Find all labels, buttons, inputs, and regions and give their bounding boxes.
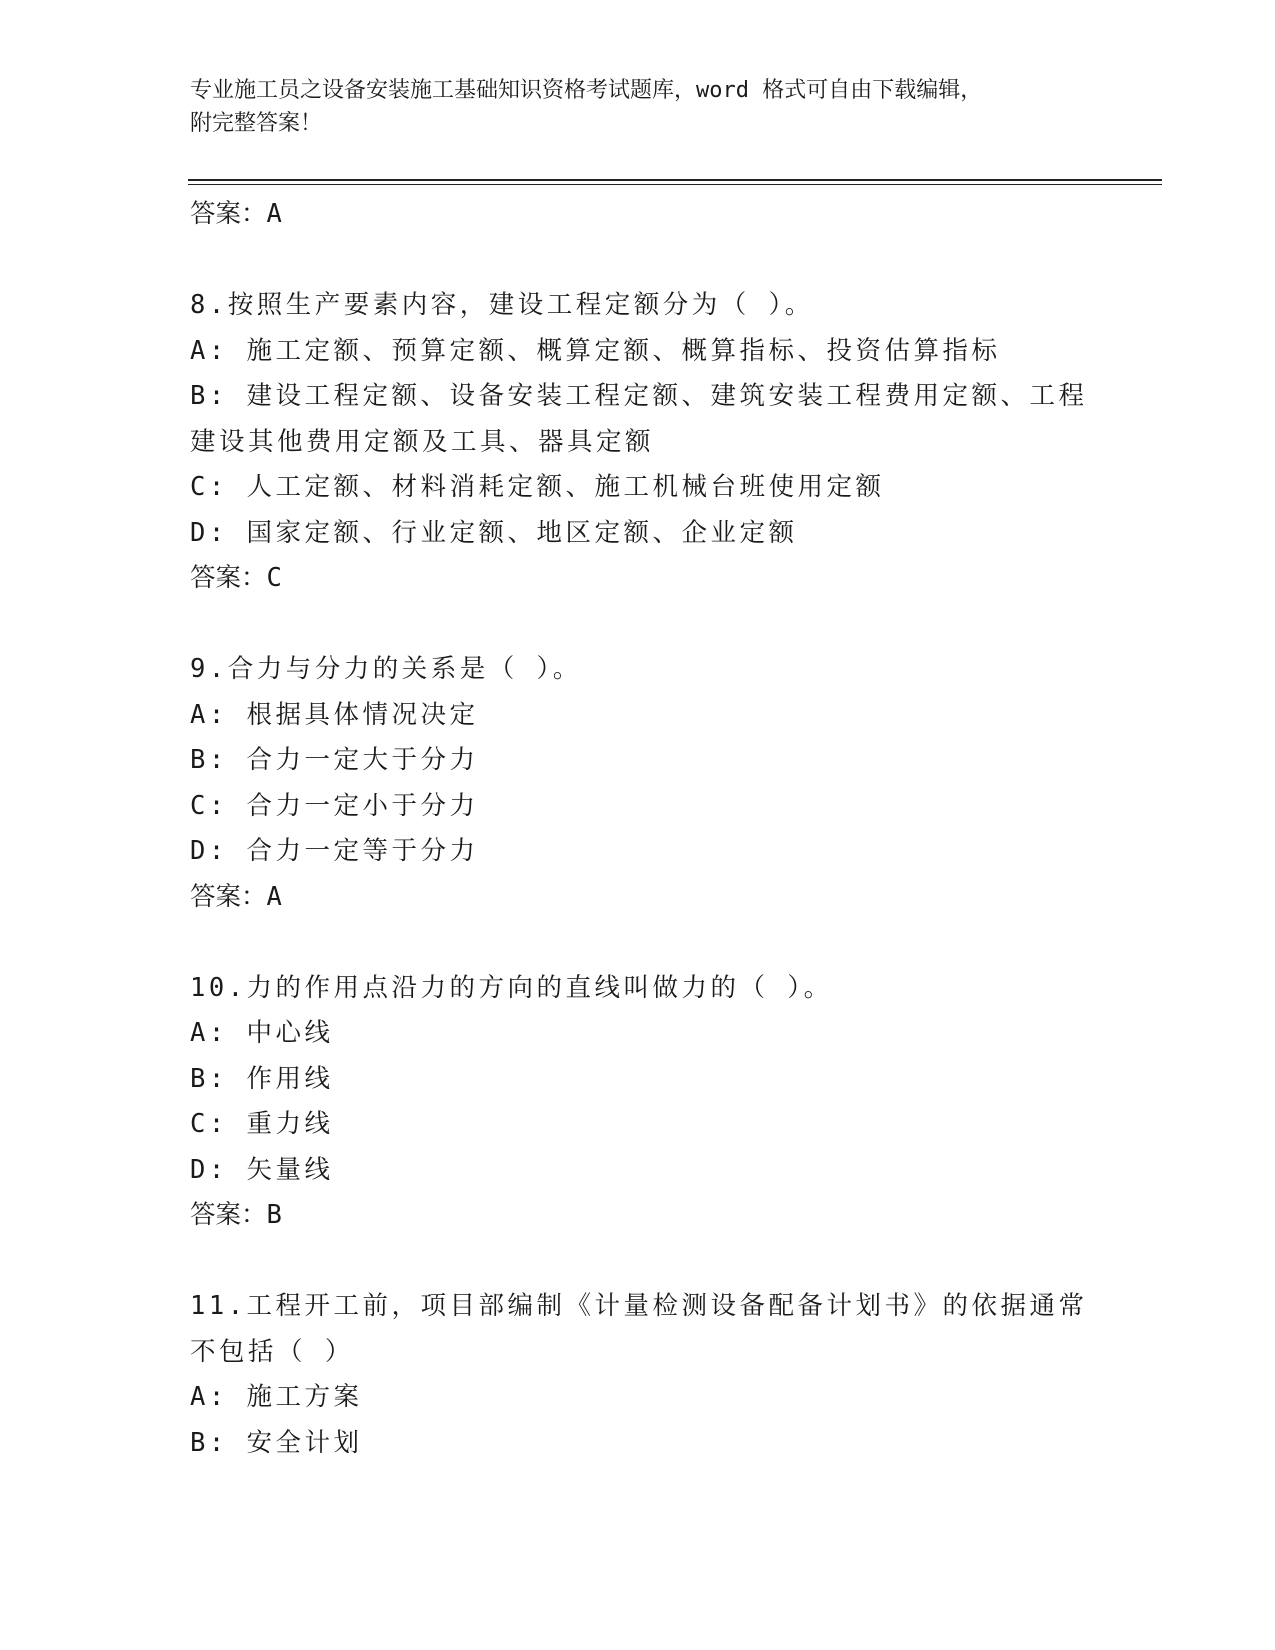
option-b: B: 合力一定大于分力	[190, 745, 479, 775]
option-b: B: 安全计划	[190, 1427, 363, 1458]
answer-line: 答案：A	[190, 199, 282, 229]
question-block	[190, 283, 1090, 602]
header-divider-thin	[188, 184, 1162, 185]
option-a: A: 根据具体情况决定	[190, 699, 479, 730]
question-block	[190, 647, 1090, 920]
question-list	[190, 192, 1090, 1466]
option-c: C: 合力一定小于分力	[190, 790, 479, 821]
header-divider-thick	[188, 179, 1162, 181]
option-d: D: 合力一定等于分力	[190, 836, 479, 866]
question-stem: 10.力的作用点沿力的方向的直线叫做力的（ ）。	[190, 972, 833, 1003]
option-b-continuation: 建设其他费用定额及工具、器具定额	[190, 426, 655, 457]
header-line-2: 附完整答案！	[190, 111, 323, 136]
answer-line: 答案：C	[190, 563, 282, 593]
option-c: C: 重力线	[190, 1109, 334, 1139]
option-b: B: 作用线	[190, 1063, 334, 1094]
question-block	[190, 966, 1090, 1239]
question-stem: 8.按照生产要素内容，建设工程定额分为（ ）。	[190, 290, 814, 320]
option-a: A: 施工方案	[190, 1382, 363, 1412]
question-stem-continuation: 不包括（ ）	[190, 1336, 354, 1367]
answer-line: 答案：B	[190, 1200, 282, 1230]
question-block	[190, 1284, 1090, 1466]
answer-line: 答案：A	[190, 881, 282, 912]
option-c: C: 人工定额、材料消耗定额、施工机械台班使用定额	[190, 472, 885, 502]
option-d: D: 国家定额、行业定额、地区定额、企业定额	[190, 517, 798, 548]
document-header	[190, 74, 1090, 140]
option-a: A: 中心线	[190, 1018, 334, 1048]
option-a: A: 施工定额、预算定额、概算定额、概算指标、投资估算指标	[190, 335, 1001, 366]
question-stem: 9.合力与分力的关系是（ ）。	[190, 654, 582, 684]
header-line-1: 专业施工员之设备安装施工基础知识资格考试题库，word 格式可自由下载编辑，	[190, 78, 983, 103]
option-b: B: 建设工程定额、设备安装工程定额、建筑安装工程费用定额、工程	[190, 381, 1088, 411]
question-stem: 11.工程开工前，项目部编制《计量检测设备配备计划书》的依据通常	[190, 1291, 1088, 1321]
option-d: D: 矢量线	[190, 1154, 334, 1185]
